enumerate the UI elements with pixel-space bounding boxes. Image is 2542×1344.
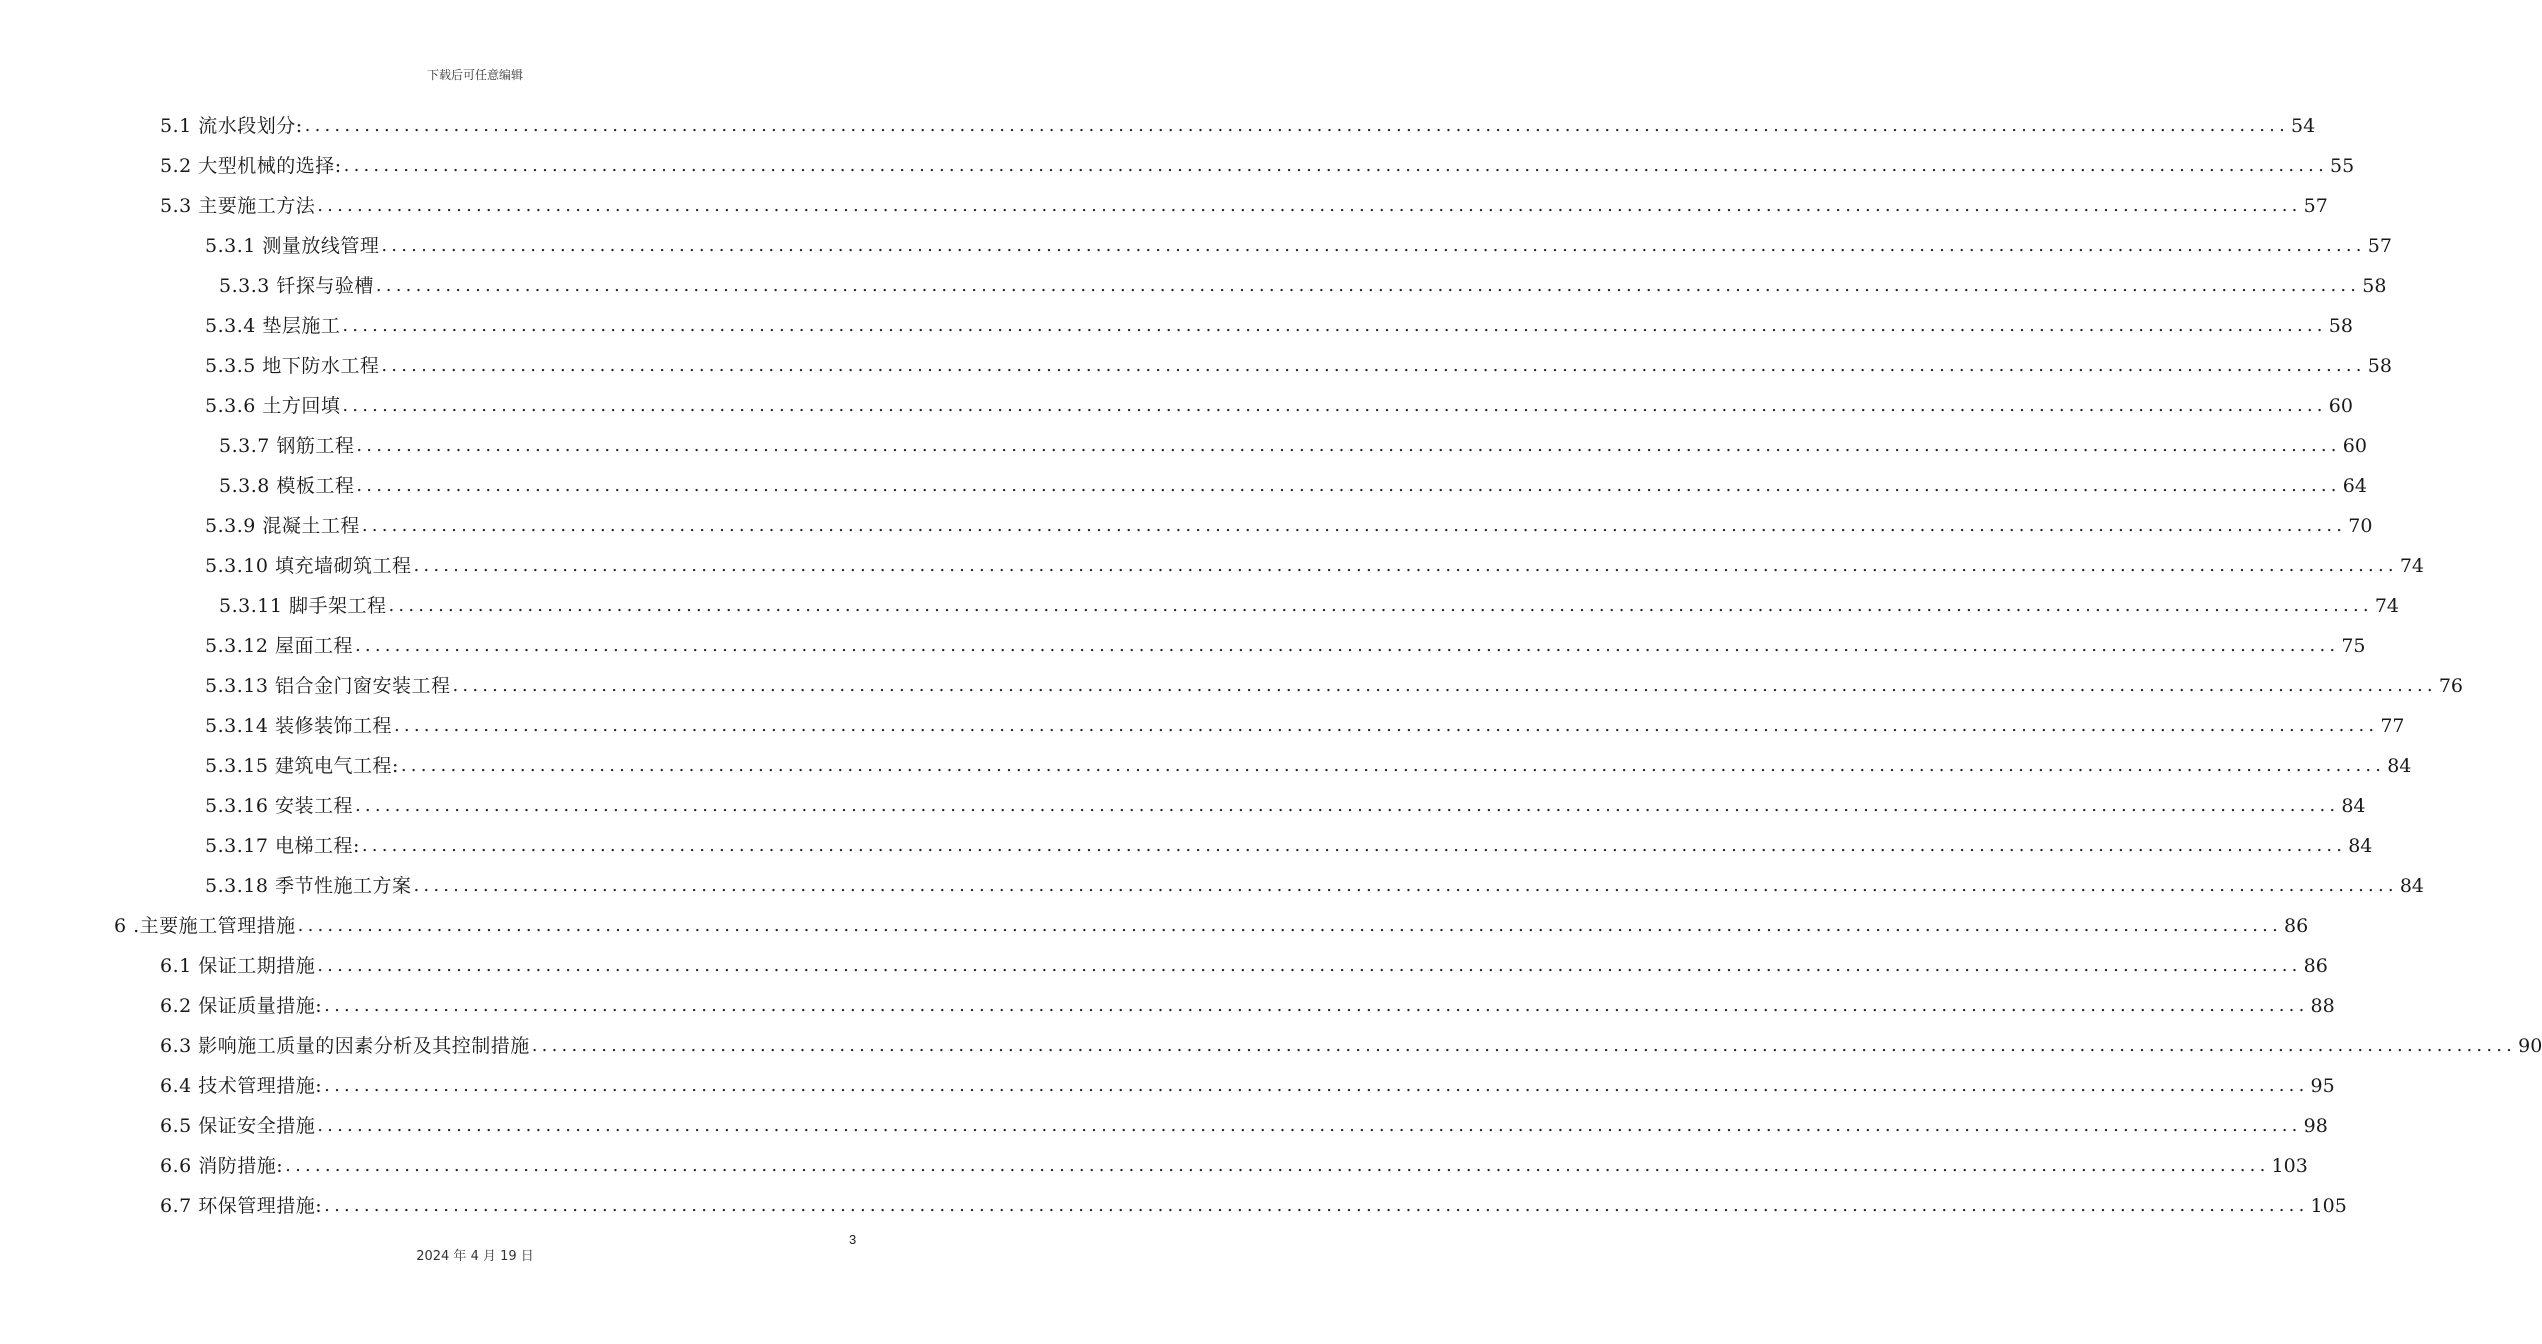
- toc-leader-dots: ........................................................................................................................................................................................................: [317, 955, 2302, 976]
- toc-entry-page: 55: [2330, 155, 2355, 177]
- toc-entry-label: 5.3.16 安装工程: [205, 795, 353, 817]
- toc-entry-page: 105: [2310, 1195, 2347, 1217]
- toc-entry[interactable]: [205, 546, 2425, 586]
- footer-date: 2024 年 4 月 19 日: [416, 1249, 534, 1264]
- toc-entry-label: 5.3.18 季节性施工方案: [205, 875, 412, 897]
- toc-entry-page: 57: [2303, 195, 2328, 217]
- toc-leader-dots: ........................................................................................................................................................................................................: [413, 555, 2398, 576]
- toc-entry-label: 6.2 保证质量措施:: [160, 995, 323, 1017]
- toc-entry[interactable]: [219, 466, 2367, 506]
- toc-entry[interactable]: [160, 146, 2355, 186]
- toc-leader-dots: ........................................................................................................................................................................................................: [400, 755, 2386, 776]
- toc-entry-label: 5.3.7 钢筋工程: [219, 435, 355, 457]
- toc-leader-dots: ........................................................................................................................................................................................................: [361, 835, 2347, 856]
- toc-entry-label: 5.3.11 脚手架工程: [219, 595, 387, 617]
- toc-entry-label: 5.3.17 电梯工程:: [205, 835, 360, 857]
- page-number: 3: [849, 1232, 857, 1247]
- toc-entry-label: 6.1 保证工期措施: [160, 955, 316, 977]
- toc-entry[interactable]: [205, 346, 2392, 386]
- toc-leader-dots: ........................................................................................................................................................................................................: [356, 475, 2341, 496]
- toc-entry-label: 5.3 主要施工方法: [160, 195, 316, 217]
- toc-leader-dots: ........................................................................................................................................................................................................: [356, 435, 2341, 456]
- toc-entry[interactable]: [205, 306, 2353, 346]
- toc-entry-label: 6.3 影响施工质量的因素分析及其控制措施: [160, 1035, 530, 1057]
- toc-entry-label: 5.3.13 铝合金门窗安装工程: [205, 675, 451, 697]
- toc-entry[interactable]: [160, 1026, 2542, 1066]
- toc-leader-dots: ........................................................................................................................................................................................................: [381, 355, 2366, 376]
- toc-leader-dots: ........................................................................................................................................................................................................: [285, 1155, 2270, 1176]
- toc-entry-page: 88: [2310, 995, 2335, 1017]
- toc-entry-page: 60: [2342, 435, 2367, 457]
- toc-entry[interactable]: [114, 906, 2309, 946]
- toc-entry[interactable]: [205, 826, 2373, 866]
- toc-entry[interactable]: [219, 586, 2400, 626]
- toc-leader-dots: ........................................................................................................................................................................................................: [381, 235, 2366, 256]
- toc-entry[interactable]: [205, 626, 2366, 666]
- toc-leader-dots: ........................................................................................................................................................................................................: [452, 675, 2437, 696]
- toc-entry[interactable]: [160, 186, 2328, 226]
- toc-entry-page: 57: [2367, 235, 2392, 257]
- toc-entry-page: 58: [2367, 355, 2392, 377]
- toc-entry[interactable]: [160, 1106, 2328, 1146]
- toc-entry[interactable]: [160, 1186, 2347, 1226]
- toc-entry[interactable]: [160, 1146, 2308, 1186]
- toc-entry-label: 6.6 消防措施:: [160, 1155, 284, 1177]
- toc-entry[interactable]: [205, 786, 2366, 826]
- toc-leader-dots: ........................................................................................................................................................................................................: [324, 995, 2309, 1016]
- toc-entry[interactable]: [219, 266, 2387, 306]
- toc-entry-label: 5.3.9 混凝土工程: [205, 515, 360, 537]
- toc-entry-page: 60: [2328, 395, 2353, 417]
- toc-entry-page: 95: [2310, 1075, 2335, 1097]
- toc-leader-dots: ........................................................................................................................................................................................................: [361, 515, 2347, 536]
- toc-entry-label: 6.4 技术管理措施:: [160, 1075, 323, 1097]
- toc-entry-page: 74: [2399, 555, 2425, 577]
- toc-entry-label: 5.3.1 测量放线管理: [205, 235, 380, 257]
- toc-leader-dots: ........................................................................................................................................................................................................: [531, 1035, 2517, 1056]
- toc-entry-label: 5.3.3 钎探与验槽: [219, 275, 374, 297]
- toc-entry-label: 5.1 流水段划分:: [160, 115, 303, 137]
- toc-entry-page: 58: [2362, 275, 2387, 297]
- toc-entry[interactable]: [160, 1066, 2335, 1106]
- toc-entry-label: 5.3.6 土方回填: [205, 395, 341, 417]
- toc-entry-page: 84: [2387, 755, 2412, 777]
- toc-entry-page: 84: [2341, 795, 2366, 817]
- toc-entry[interactable]: [160, 986, 2335, 1026]
- toc-entry-page: 64: [2342, 475, 2367, 497]
- toc-entry[interactable]: [219, 426, 2367, 466]
- toc-entry-page: 58: [2328, 315, 2353, 337]
- toc-leader-dots: ........................................................................................................................................................................................................: [324, 1195, 2309, 1216]
- toc-leader-dots: ........................................................................................................................................................................................................: [304, 115, 2290, 136]
- toc-leader-dots: ........................................................................................................................................................................................................: [375, 275, 2361, 296]
- toc-entry-label: 5.3.5 地下防水工程: [205, 355, 380, 377]
- toc-entry-label: 6.7 环保管理措施:: [160, 1195, 323, 1217]
- toc-leader-dots: ........................................................................................................................................................................................................: [317, 1115, 2302, 1136]
- toc-entry-page: 86: [2303, 955, 2328, 977]
- toc-entry-page: 75: [2341, 635, 2366, 657]
- toc-leader-dots: ........................................................................................................................................................................................................: [297, 915, 2283, 936]
- toc-entry-page: 98: [2303, 1115, 2328, 1137]
- toc-entry[interactable]: [205, 706, 2405, 746]
- toc-leader-dots: ........................................................................................................................................................................................................: [388, 595, 2373, 616]
- toc-entry-label: 5.3.14 装修装饰工程: [205, 715, 392, 737]
- toc-leader-dots: ........................................................................................................................................................................................................: [354, 635, 2340, 656]
- toc-entry-page: 84: [2399, 875, 2425, 897]
- toc-leader-dots: ........................................................................................................................................................................................................: [342, 315, 2327, 336]
- toc-entry-page: 70: [2348, 515, 2373, 537]
- toc-entry-page: 74: [2374, 595, 2400, 617]
- toc-entry[interactable]: [205, 666, 2464, 706]
- toc-entry-label: 6.5 保证安全措施: [160, 1115, 316, 1137]
- toc-entry-page: 54: [2291, 115, 2316, 137]
- toc-entry[interactable]: [205, 226, 2392, 266]
- toc-leader-dots: ........................................................................................................................................................................................................: [317, 195, 2302, 216]
- toc-entry-page: 76: [2438, 675, 2464, 697]
- toc-entry[interactable]: [205, 866, 2425, 906]
- toc-leader-dots: ........................................................................................................................................................................................................: [343, 155, 2329, 176]
- toc-entry-label: 5.3.8 模板工程: [219, 475, 355, 497]
- toc-entry-label: 5.3.10 填充墙砌筑工程: [205, 555, 412, 577]
- toc-entry-page: 90: [2518, 1035, 2542, 1057]
- toc-entry[interactable]: [205, 386, 2353, 426]
- toc-entry[interactable]: [160, 106, 2316, 146]
- toc-entry-label: 5.3.4 垫层施工: [205, 315, 341, 337]
- toc-leader-dots: ........................................................................................................................................................................................................: [413, 875, 2398, 896]
- toc-entry-label: 5.3.15 建筑电气工程:: [205, 755, 399, 777]
- toc-entry-label: 5.3.12 屋面工程: [205, 635, 353, 657]
- toc-entry-page: 84: [2348, 835, 2373, 857]
- toc-entry-label: 6 .主要施工管理措施: [114, 915, 296, 937]
- toc-entry-label: 5.2 大型机械的选择:: [160, 155, 342, 177]
- toc-entry-page: 103: [2271, 1155, 2308, 1177]
- toc-leader-dots: ........................................................................................................................................................................................................: [324, 1075, 2309, 1096]
- toc-leader-dots: ........................................................................................................................................................................................................: [354, 795, 2340, 816]
- toc-entry-page: 86: [2284, 915, 2309, 937]
- toc-entry[interactable]: [205, 746, 2412, 786]
- toc-leader-dots: ........................................................................................................................................................................................................: [342, 395, 2327, 416]
- toc-entry-page: 77: [2380, 715, 2405, 737]
- page-header-note: 下载后可任意编辑: [426, 68, 523, 82]
- toc-entry[interactable]: [160, 946, 2328, 986]
- toc-leader-dots: ........................................................................................................................................................................................................: [393, 715, 2379, 736]
- toc-entry[interactable]: [205, 506, 2373, 546]
